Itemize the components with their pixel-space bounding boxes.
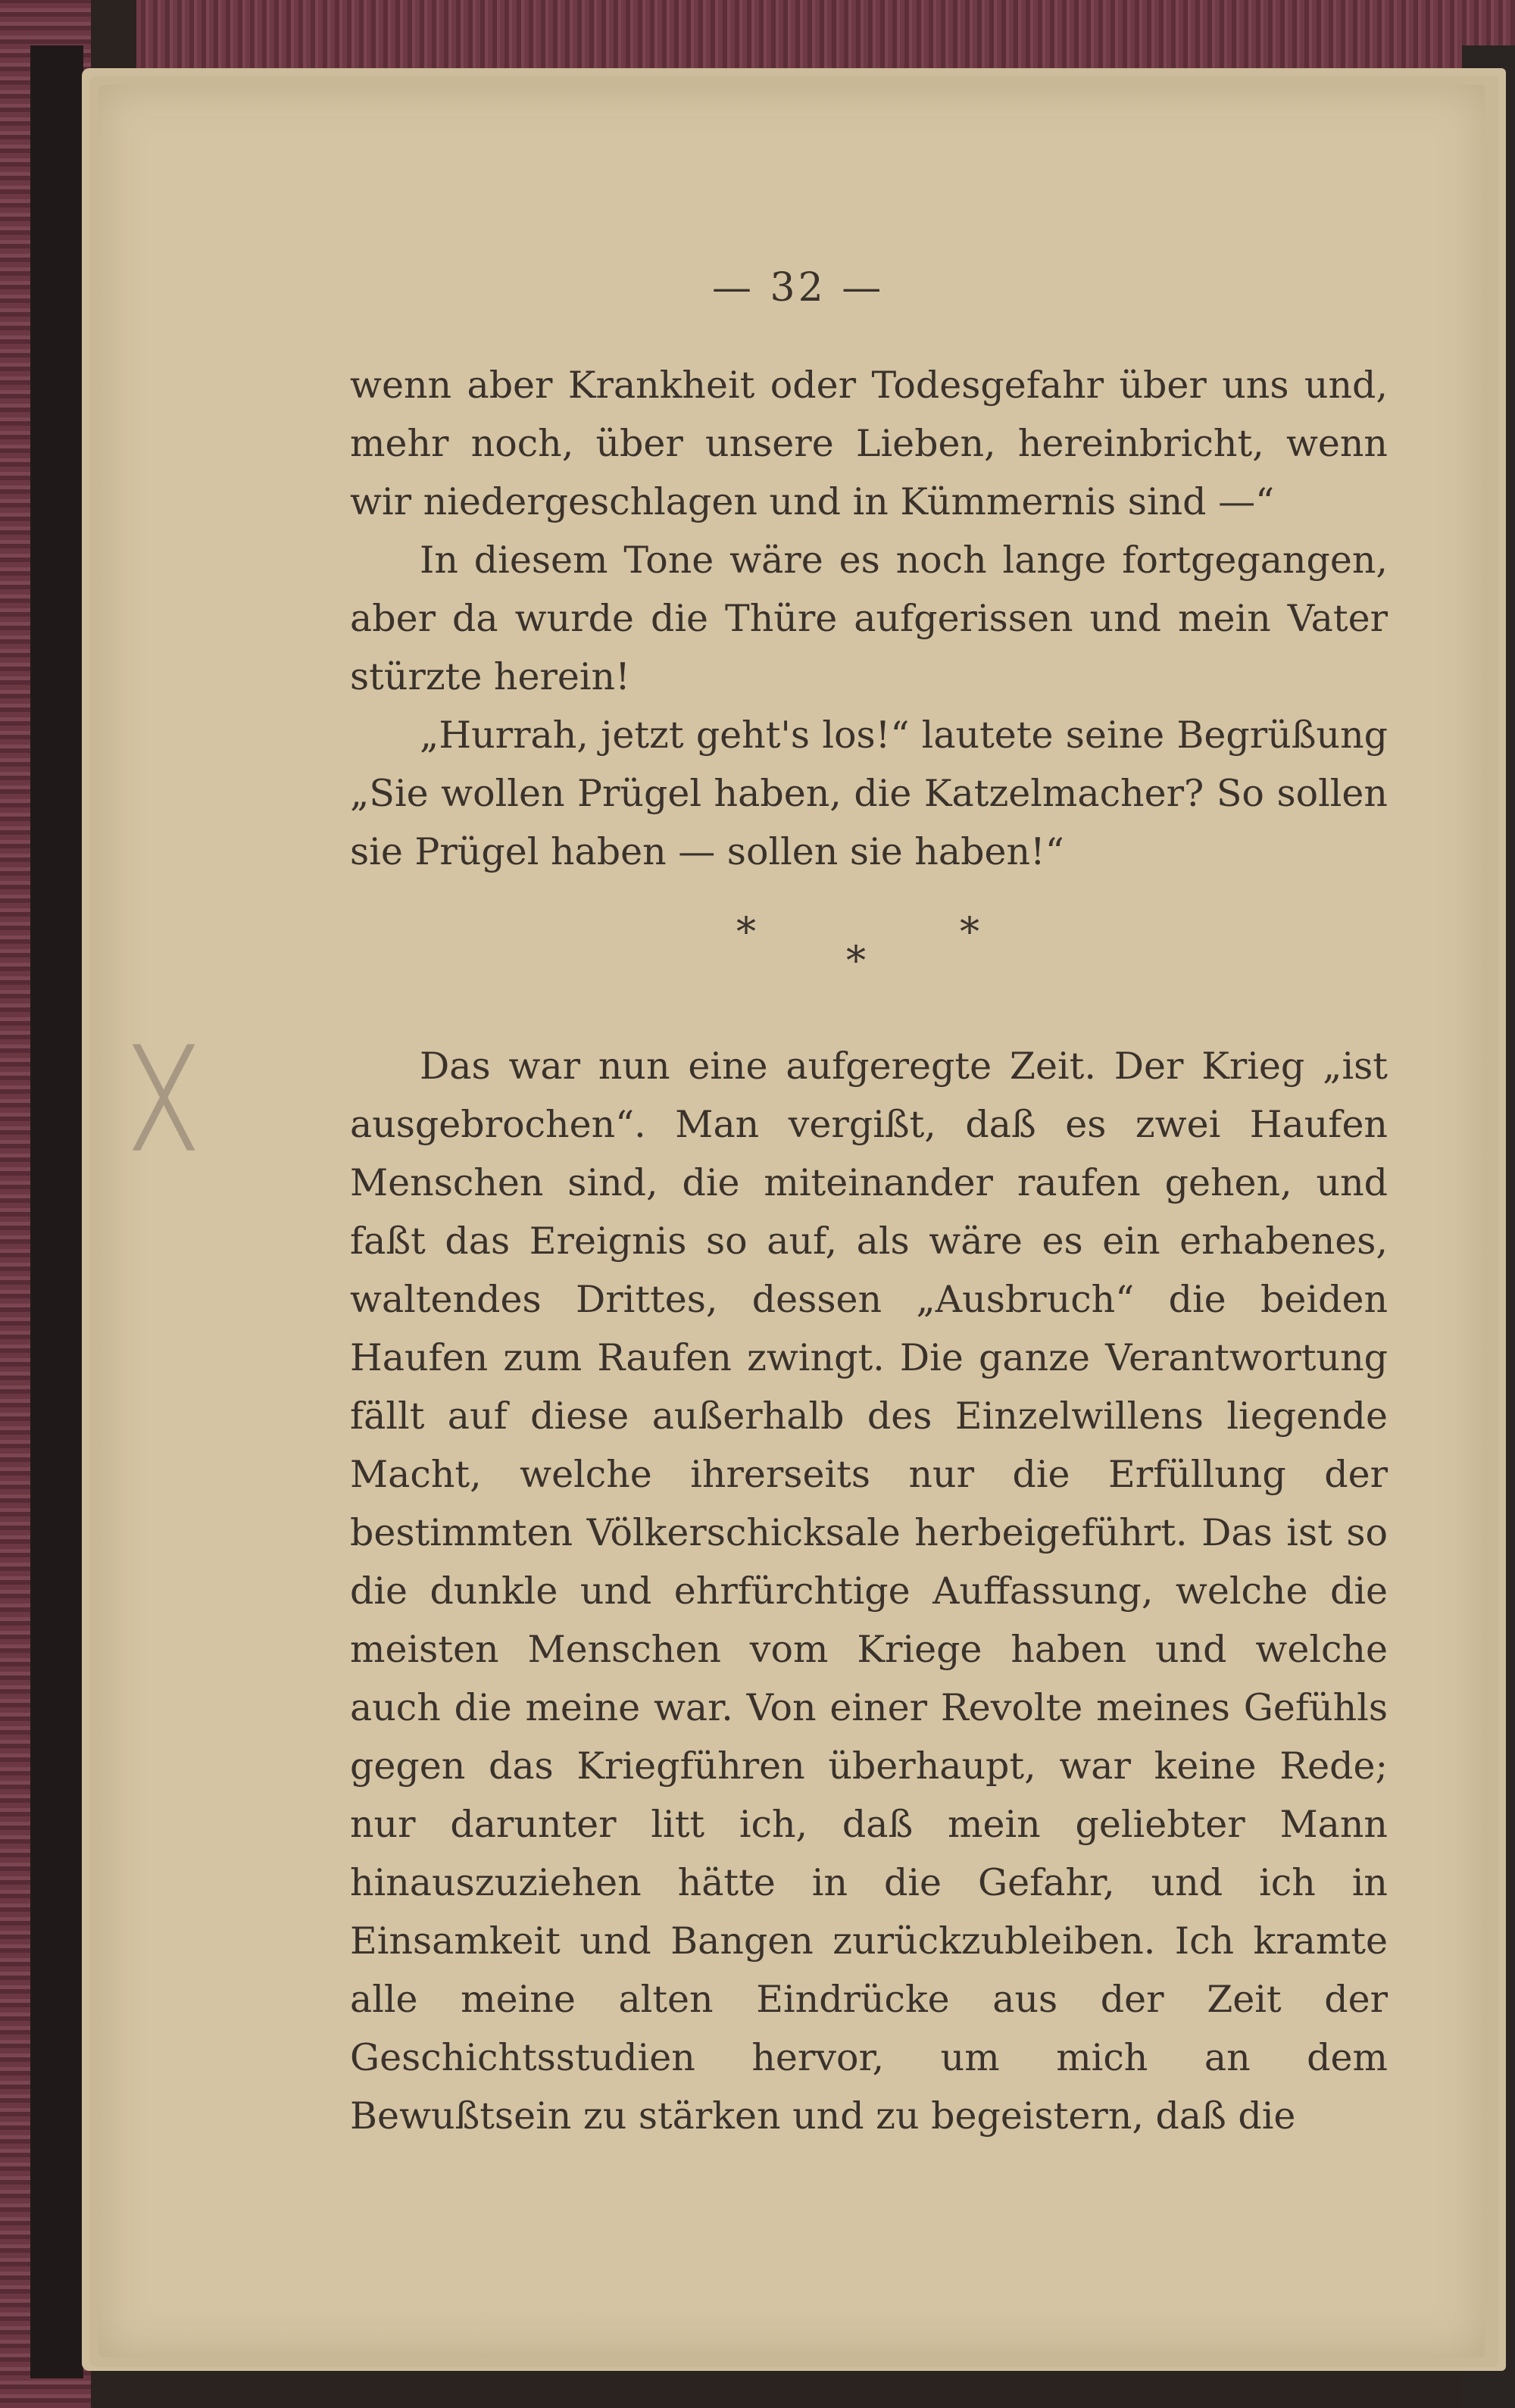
paragraph-2: In diesem Tone wäre es noch lange fortgegangen, aber da wurde die Thüre aufgerissen und mein Vater stürzte herein! — [350, 539, 1388, 698]
section-separator — [350, 893, 1388, 1037]
paragraph-1: wenn aber Krankheit oder Todesgefahr über uns und, mehr noch, über unsere Lieben, hereinbricht, wenn wir niedergeschlagen und in Kümmernis sind —“ — [350, 364, 1388, 523]
asterisk-left: * — [736, 910, 756, 955]
paragraph-3: „Hurrah, jetzt geht's los!“ lautete seine Begrüßung „Sie wollen Prügel haben, die Katzelmacher? So sollen sie Prügel haben — sollen sie haben!“ — [350, 714, 1388, 873]
asterisk-center: * — [846, 939, 866, 984]
paragraph-4: Das war nun eine aufgeregte Zeit. Der Krieg „ist ausgebrochen“. Man vergißt, daß es zwei Haufen Menschen sind, die miteinander raufen gehen, und faßt das Ereignis so auf, als wäre es ein erhabenes, waltendes Drittes, dessen „Ausbruch“ die beiden Haufen zum Raufen zwingt. Die ganze Verantwortung fällt auf diese außerhalb des Einzelwillens liegende Macht, welche ihrerseits nur die Erfüllung der bestimmten Völkerschicksale herbeigeführt. Das ist so die dunkle und ehrfürchtige Auffassung, welche die meisten Menschen vom Kriege haben und welche auch die meine war. Von einer Revolte meines Gefühls gegen das Kriegführen überhaupt, war keine Rede; nur darunter litt ich, daß mein geliebter Mann hinauszuziehen hätte in die Gefahr, und ich in Einsamkeit und Bangen zurückzubleiben. Ich kramte alle meine alten Eindrücke aus der Zeit der Geschichtsstudien hervor, um mich an dem Bewußtsein zu stärken und zu begeistern, daß die — [350, 1045, 1388, 2138]
book-inner-board — [30, 45, 83, 2378]
asterisk-right: * — [960, 910, 979, 955]
pencil-margin-mark: ╳ — [136, 1045, 192, 1151]
page-number: — 32 — — [712, 265, 885, 311]
body-text — [350, 356, 1388, 2145]
